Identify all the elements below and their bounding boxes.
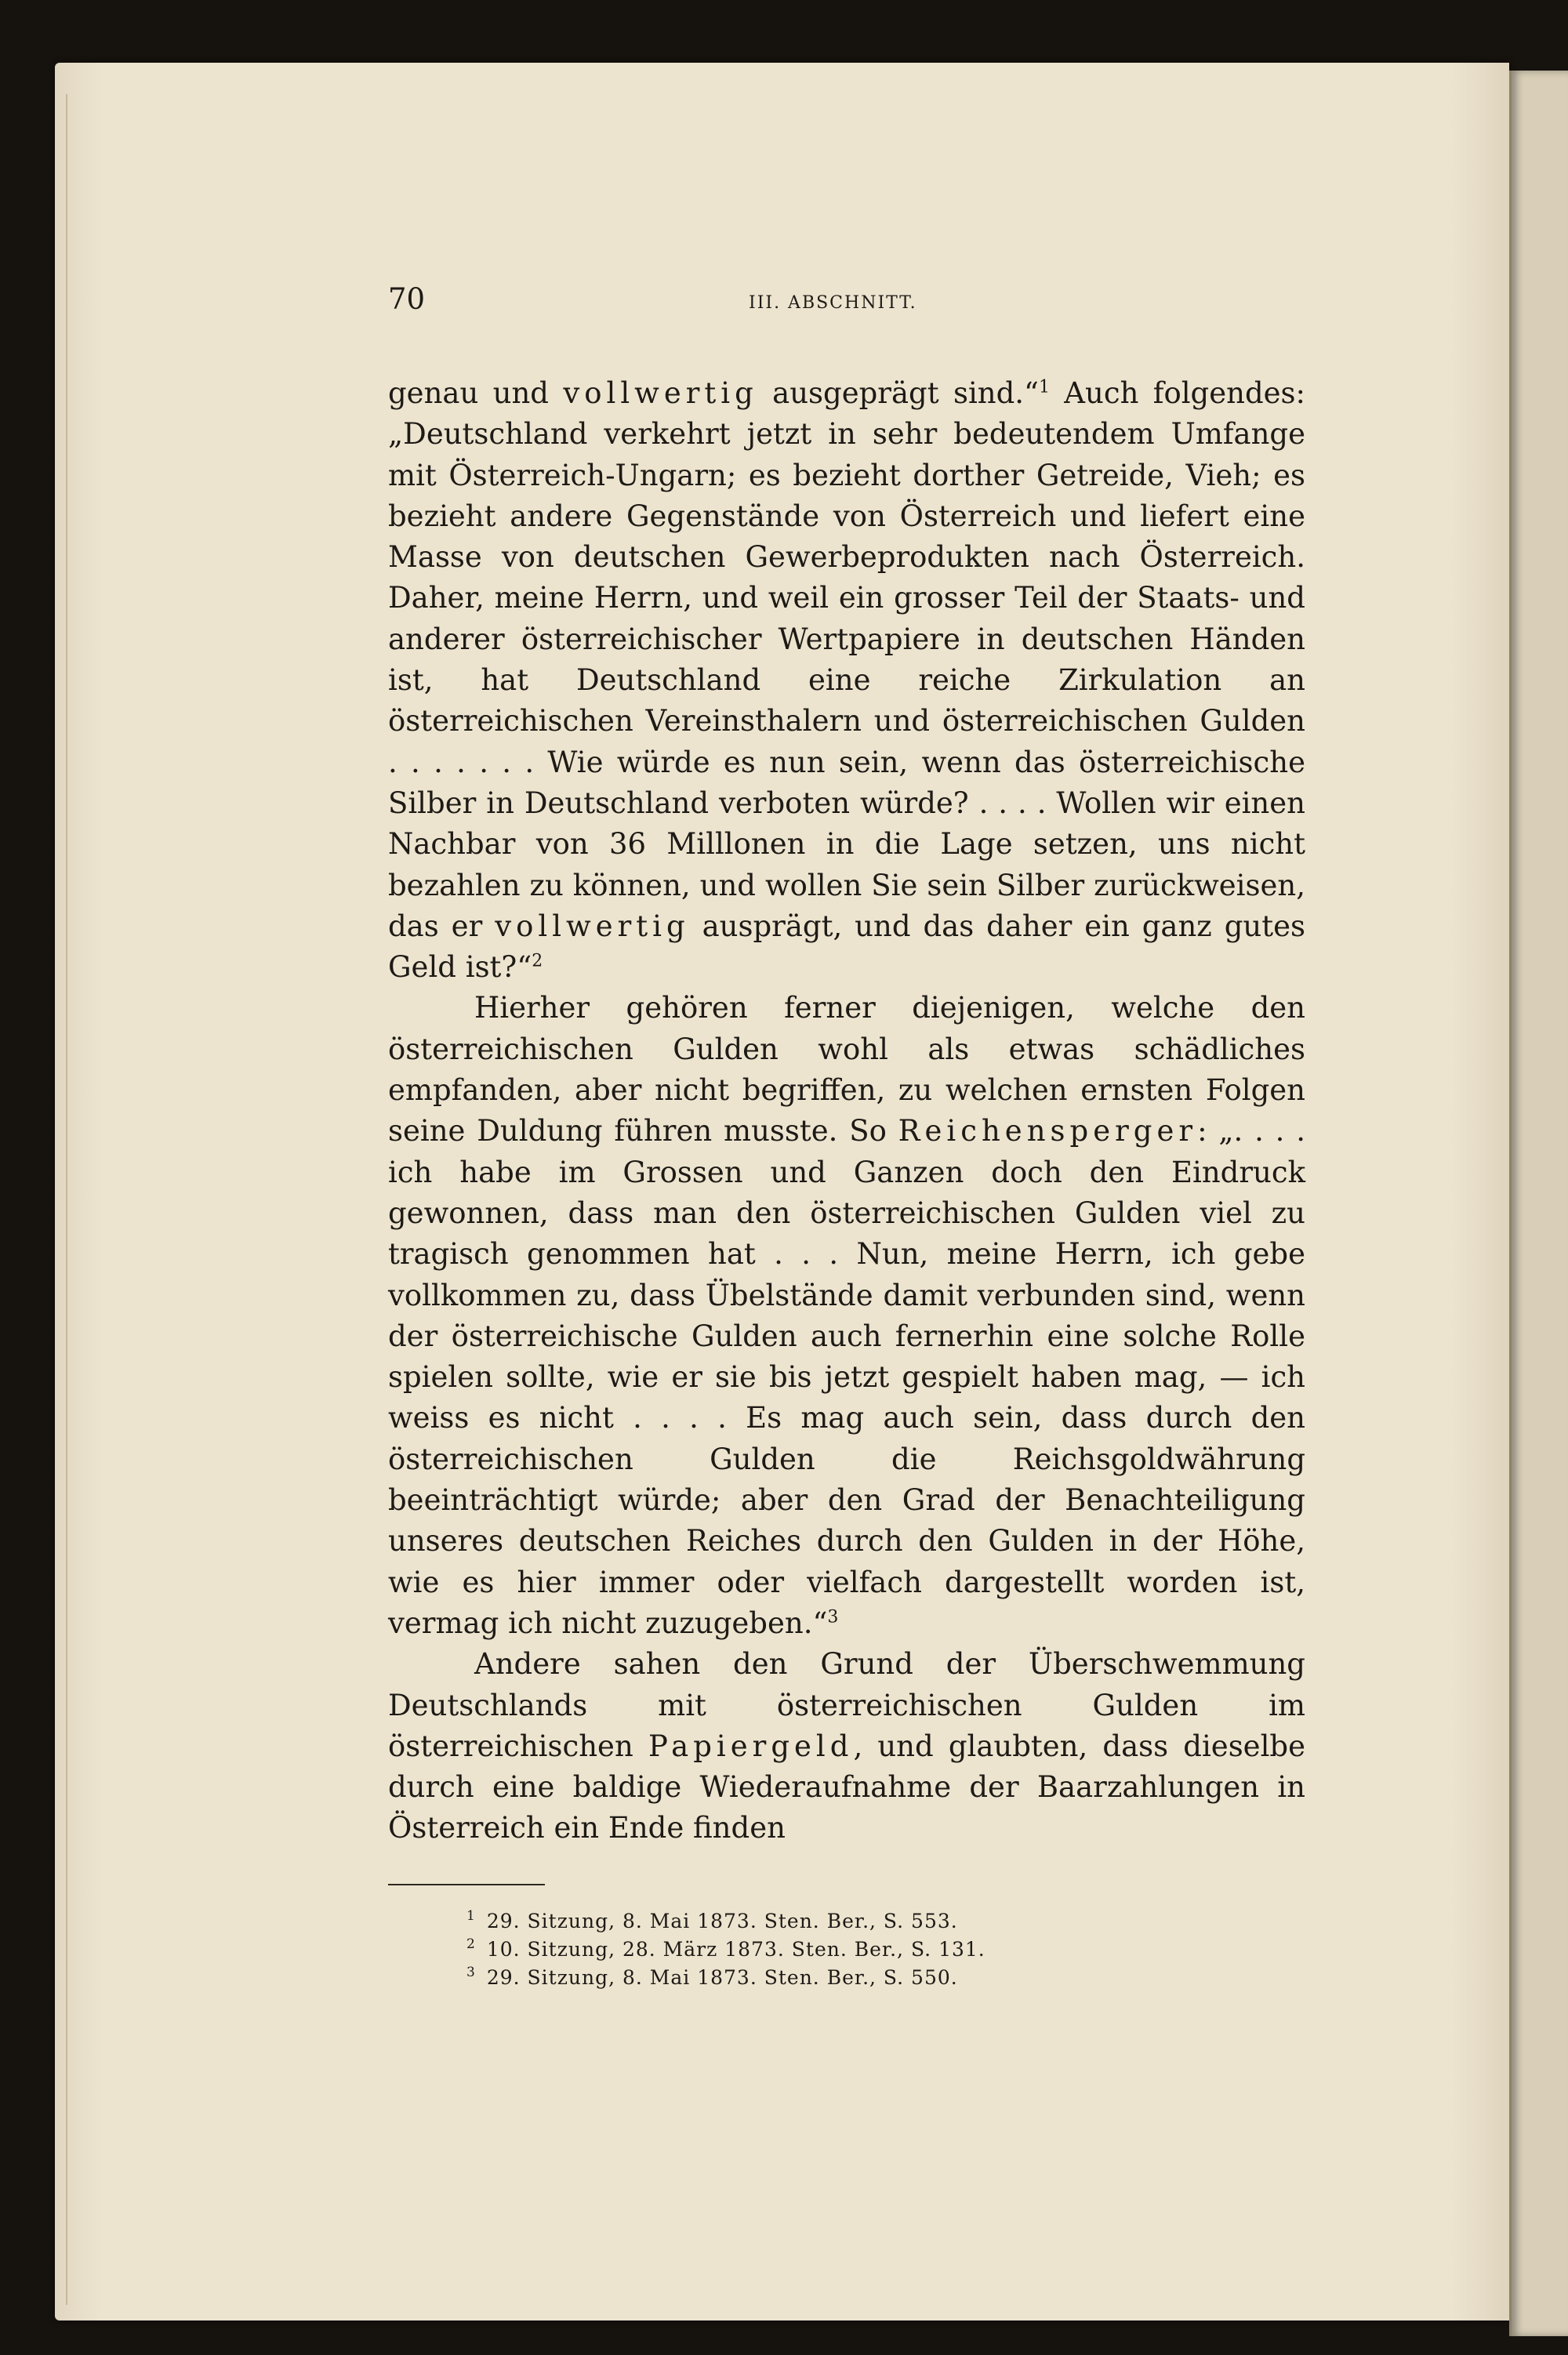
text-block <box>388 282 1305 1992</box>
text-run: ausprägt, und das daher ein ganz gutes Geld ist?“ <box>388 909 1305 985</box>
emphasized-text: vollwertig <box>563 376 758 410</box>
footnote <box>388 1907 1305 1936</box>
text-run: , und glaubten, dass dieselbe durch eine baldige Wiederaufnahme der Baarzahlungen in Österreich ein Ende finden <box>388 1729 1305 1845</box>
footnote-reference: 2 <box>532 951 543 971</box>
emphasized-text: Reichensperger <box>898 1114 1198 1148</box>
text-run: : „. . . . ich habe im Grossen und Ganzen doch den Eindruck gewonnen, dass man den österreichischen Gulden viel zu tragisch genommen hat . . . Nun, meine Herrn, ich gebe vollkommen zu, dass Übelstände damit verbunden sind, wenn der österreichische Gulden auch fernerhin eine solche Rolle spielen sollte, wie er sie bis jetzt gespielt haben mag, — ich weiss es nicht . . . . Es mag auch sein, dass durch den österreichischen Gulden die Reichsgoldwährung beeinträchtigt würde; aber den Grad der Benachteiligung unseres deutschen Reiches durch den Gulden in der Höhe, wie es hier immer oder vielfach dargestellt worden ist, vermag ich nicht zuzugeben.“ <box>388 1114 1305 1640</box>
footnote <box>388 1936 1305 1964</box>
running-head <box>388 282 1305 329</box>
footnote-text: 29. Sitzung, 8. Mai 1873. Sten. Ber., S. 553. <box>486 1909 958 1932</box>
footnote-mark: 3 <box>466 1965 476 1981</box>
footnote-reference: 3 <box>827 1607 839 1627</box>
footnote-rule <box>388 1884 545 1885</box>
emphasized-text: vollwertig <box>495 909 690 943</box>
footnote-text: 29. Sitzung, 8. Mai 1873. Sten. Ber., S. 550. <box>486 1965 958 1989</box>
paragraph <box>388 1644 1305 1849</box>
text-run: Auch folgendes: „Deutschland verkehrt jetzt in sehr bedeutendem Umfange mit Österreich-Ungarn; es bezieht dorther Getreide, Vieh; es bezieht andere Gegenstände von Österreich und liefert eine Masse von deutschen Gewerbeprodukten nach Österreich. Daher, meine Herrn, und weil ein grosser Teil der Staats- und anderer österreichischer Wertpapiere in deutschen Händen ist, hat Deutschland eine reiche Zirkulation an österreichischen Vereinsthalern und österreichischen Gulden . . . . . . . Wie würde es nun sein, wenn das österreichische Silber in Deutschland verboten würde? . . . . Wollen wir einen Nachbar von 36 Milllonen in die Lage setzen, uns nicht bezahlen zu können, und wollen Sie sein Silber zurückweisen, das er <box>388 376 1305 943</box>
text-run: genau und <box>388 376 564 410</box>
text-run: Hierher gehören ferner diejenigen, welche den österreichischen Gulden wohl als etwas schädliches empfanden, aber nicht begriffen, zu welchen ernsten Folgen seine Duldung führen musste. So <box>388 991 1305 1148</box>
page-number: 70 <box>388 282 426 316</box>
paragraph <box>388 373 1305 988</box>
text-run: Andere sahen den Grund der Überschwemmung Deutschlands mit österreichischen Gulden im österreichischen <box>388 1647 1305 1763</box>
page-gutter-edge <box>66 94 99 2305</box>
emphasized-text: Papiergeld <box>648 1729 854 1763</box>
adjacent-page-edge <box>1509 71 1568 2336</box>
footnote-text: 10. Sitzung, 28. März 1873. Sten. Ber., S. 131. <box>486 1937 985 1961</box>
paragraph <box>388 988 1305 1644</box>
body-text <box>388 373 1305 1849</box>
text-run: ausgeprägt sind.“ <box>757 376 1039 410</box>
footnote-mark: 1 <box>466 1908 476 1925</box>
footnote <box>388 1964 1305 1992</box>
footnote-mark: 2 <box>466 1936 476 1953</box>
footnotes <box>388 1907 1305 1992</box>
running-title: III. ABSCHNITT. <box>749 293 917 313</box>
footnote-reference: 1 <box>1038 377 1050 397</box>
